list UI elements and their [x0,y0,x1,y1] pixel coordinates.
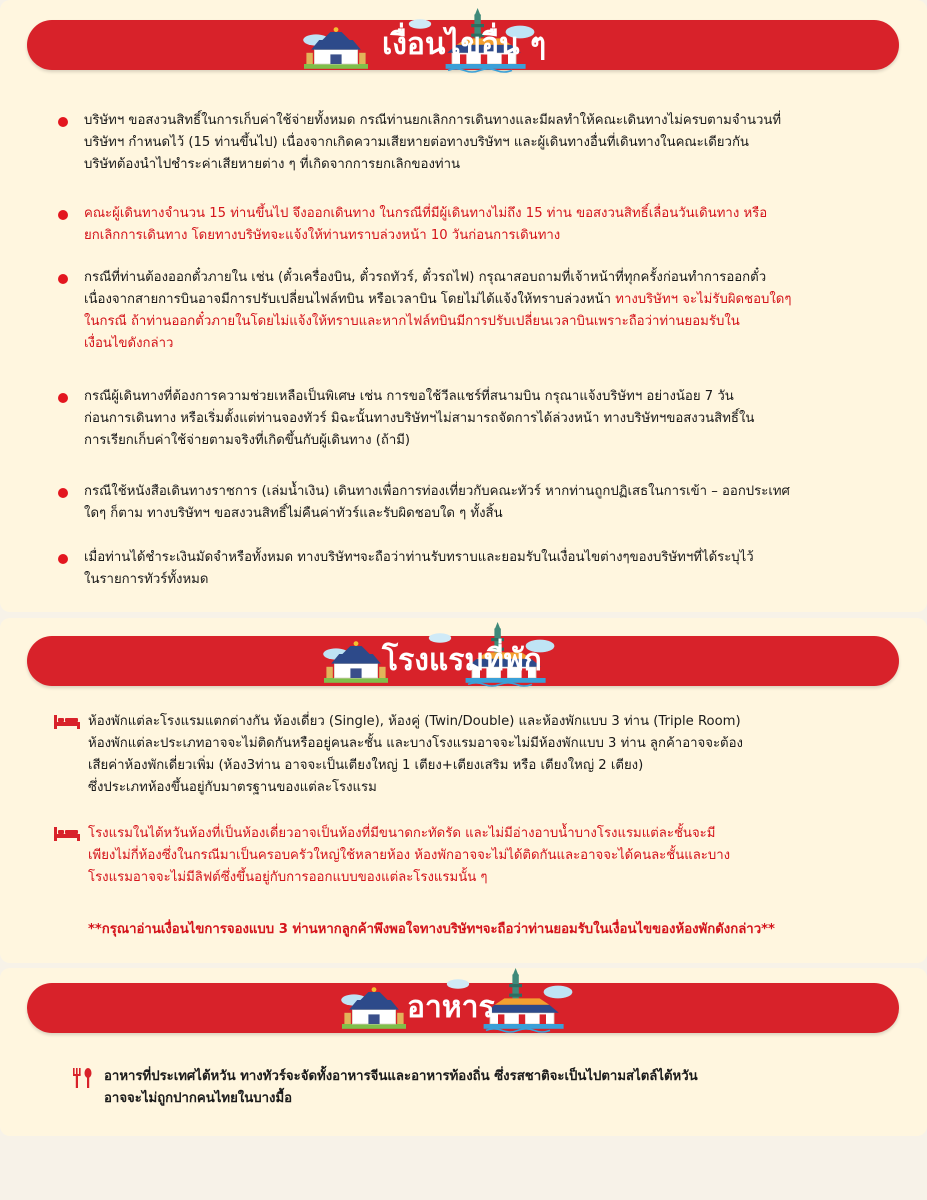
bullet-dot-icon [58,274,68,284]
food-line-1: อาหารที่ประเทศไต้หวัน ทางทัวร์จะจัดทั้งอาหารจีนและอาหารท้องถิ่น ซึ่งรสชาติจะเป็นไปตามสไตล์ไต้หวัน [104,1069,698,1084]
condition-3-line-1: กรณีที่ท่านต้องออกตั๋วภายใน เช่น (ตั๋วเครื่องบิน, ตั๋วรถทัวร์, ตั๋วรถไฟ) กรุณาสอบถามที่เจ้าหน้าที่ทุกครั้งก่อนทำการออกตั๋ว [84,270,767,285]
food-title: อาหาร [407,990,495,1025]
condition-4-line-2: ก่อนการเดินทาง หรือเริ่มตั้งแต่ท่านจองทัวร์ มิฉะนั้นทางบริษัทฯไม่สามารถจัดการได้ล่วงหน้า ทางบริษัทฯขอสงวนสิทธิ์ใน [84,411,755,426]
food-description [104,1066,884,1110]
hotel-1-line-1: ห้องพักแต่ละโรงแรมแตกต่างกัน ห้องเดี่ยว (Single), ห้องคู่ (Twin/Double) และห้องพักแบบ 3 ท่าน (Triple Room) [88,714,741,729]
condition-4-line-3: การเรียกเก็บค่าใช้จ่ายตามจริงที่เกิดขึ้นกับผู้เดินทาง (ถ้ามี) [84,433,411,448]
hotel-title: โรงแรมที่พัก [382,643,542,678]
hotel-note: **กรุณาอ่านเงื่อนไขการจองแบบ 3 ท่านหากลูกค้าพึงพอใจทางบริษัทฯจะถือว่าท่านยอมรับในเงื่อนไขของห้องพักดังกล่าว** [88,922,775,937]
condition-3-line-2-black: เนื่องจากสายการบินอาจมีการปรับเปลี่ยนไฟล์ทบิน หรือเวลาบิน โดยไม่ได้แจ้งให้ทราบล่วงหน้า [84,292,616,307]
hotel-item-2 [88,823,888,889]
fork-knife-icon [72,1068,94,1088]
hotel-item-1 [88,711,888,799]
condition-item-2 [84,203,884,247]
hotel-1-line-2: ห้องพักแต่ละประเภทอาจจะไม่ติดกันหรืออยู่คนละชั้น และบางโรงแรมอาจจะไม่มีห้องพักแบบ 3 ท่าน ลูกค้าอาจจะต้อง [88,736,743,751]
hotel-2-line-1: โรงแรมในไต้หวันห้องที่เป็นห้องเดี่ยวอาจเป็นห้องที่มีขนาดกะทัดรัด และไม่มีอ่างอาบน้ำบางโรงแรมแต่ละชั้นจะมี [88,826,716,841]
condition-5-line-2: ใดๆ ก็ตาม ทางบริษัทฯ ขอสงวนสิทธิ์ไม่คืนค่าทัวร์และรับผิดชอบใด ๆ ทั้งสิ้น [84,506,503,521]
condition-3-line-2 [84,289,884,311]
condition-3-line-3: ในกรณี ถ้าท่านออกตั๋วภายในโดยไม่แจ้งให้ทราบและหากไฟล์ทบินมีการปรับเปลี่ยนเวลาบินเพราะถือว่าท่านยอมรับใน [84,314,740,329]
condition-2-line-1: คณะผู้เดินทางจำนวน 15 ท่านขึ้นไป จึงออกเดินทาง ในกรณีที่มีผู้เดินทางไม่ถึง 15 ท่าน ขอสงวนสิทธิ์เลื่อนวันเดินทาง หรือ [84,206,768,221]
condition-1-line-2: บริษัทฯ กำหนดไว้ (15 ท่านขึ้นไป) เนื่องจากเกิดความเสียหายต่อทางบริษัทฯ และผู้เดินทางอื่นที่เดินทางในคณะเดียวกัน [84,135,749,150]
condition-item-6 [84,547,884,591]
condition-2-line-2: ยกเลิกการเดินทาง โดยทางบริษัทจะแจ้งให้ท่านทราบล่วงหน้า 10 วันก่อนการเดินทาง [84,228,561,243]
hotel-1-line-3: เสียค่าห้องพักเดี่ยวเพิ่ม (ห้อง3ท่าน อาจจะเป็นเตียงใหญ่ 1 เตียง+เตียงเสริม หรือ เตียงใหญ่ 2 เตียง) [88,758,644,773]
conditions-title: เงื่อนไขอื่น ๆ [382,27,547,62]
condition-item-4 [84,386,884,452]
condition-1-line-1: บริษัทฯ ขอสงวนสิทธิ์ในการเก็บค่าใช้จ่ายทั้งหมด กรณีท่านยกเลิกการเดินทางและมีผลทำให้คณะเดินทางไม่ครบตามจำนวนที่ [84,113,782,128]
condition-1-line-3: บริษัทต้องนำไปชำระค่าเสียหายต่าง ๆ ที่เกิดจากการยกเลิกของท่าน [84,157,461,172]
condition-item-3 [84,267,884,355]
hotel-2-line-3: โรงแรมอาจจะไม่มีลิฟต์ซึ่งขึ้นอยู่กับการออกแบบของแต่ละโรงแรมนั้น ๆ [88,870,488,885]
bullet-dot-icon [58,554,68,564]
bullet-dot-icon [58,488,68,498]
bullet-dot-icon [58,393,68,403]
food-line-2: อาจจะไม่ถูกปากคนไทยในบางมื้อ [104,1091,293,1106]
bullet-dot-icon [58,210,68,220]
hotel-1-line-4: ซึ่งประเภทห้องขึ้นอยู่กับมาตรฐานของแต่ละโรงแรม [88,780,377,795]
condition-5-line-1: กรณีใช้หนังสือเดินทางราชการ (เล่มน้ำเงิน) เดินทางเพื่อการท่องเที่ยวกับคณะทัวร์ หากท่านถูกปฏิเสธในการเข้า – ออกประเทศ [84,484,790,499]
bullet-dot-icon [58,117,68,127]
condition-3-line-4: เงื่อนไขดังกล่าว [84,336,174,351]
condition-6-line-1: เมื่อท่านได้ชำระเงินมัดจำหรือทั้งหมด ทางบริษัทฯจะถือว่าท่านรับทราบและยอมรับในเงื่อนไขต่างๆของบริษัทฯที่ได้ระบุไว้ [84,550,754,565]
bed-icon [54,825,80,841]
hotel-2-line-2: เพียงไม่กี่ห้องซึ่งในกรณีมาเป็นครอบครัวใหญ่ใช้หลายห้อง ห้องพักอาจจะไม่ได้ติดกันและอาจจะได้คนละชั้นและบาง [88,848,731,863]
bed-icon [54,713,80,729]
condition-item-1 [84,110,884,176]
condition-4-line-1: กรณีผู้เดินทางที่ต้องการความช่วยเหลือเป็นพิเศษ เช่น การขอใช้วีลแชร์ที่สนามบิน กรุณาแจ้งบริษัทฯ อย่างน้อย 7 วัน [84,389,734,404]
condition-item-5 [84,481,884,525]
condition-6-line-2: ในรายการทัวร์ทั้งหมด [84,572,209,587]
condition-3-line-2-red: ทางบริษัทฯ จะไม่รับผิดชอบใดๆ [615,292,792,307]
